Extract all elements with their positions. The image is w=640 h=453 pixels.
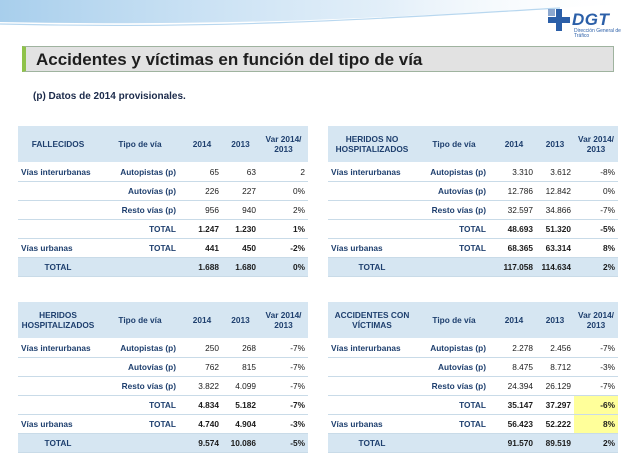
col-header: Var 2014/ 2013 [259,302,308,339]
col-header: Tipo de vía [98,126,182,163]
value-2014: 1.247 [182,220,222,239]
variation: -8% [574,163,618,182]
value-2013: 815 [222,358,259,377]
road-type: Resto vías (p) [98,377,182,396]
road-type: Autopistas (p) [416,339,492,358]
value-2014: 2.278 [492,339,536,358]
value-2013: 3.612 [536,163,574,182]
value-2013: 4.099 [222,377,259,396]
table-row [18,396,308,415]
table-heridos-hospitalizados [18,302,308,453]
table-row [328,239,618,258]
road-type: TOTAL [416,239,492,258]
value-2014: 9.574 [182,434,222,453]
row-label: Vías urbanas [18,239,98,258]
value-2013: 1.230 [222,220,259,239]
table-title: HERIDOS NO HOSPITALIZADOS [328,126,416,163]
value-2013: 63.314 [536,239,574,258]
row-label [18,201,98,220]
dgt-cross-icon [548,9,570,31]
road-type: Autovías (p) [98,358,182,377]
row-label: Vías interurbanas [18,163,98,182]
road-type: Autovías (p) [98,182,182,201]
value-2014: 956 [182,201,222,220]
row-label [328,377,416,396]
value-2014: 48.693 [492,220,536,239]
road-type: Resto vías (p) [416,201,492,220]
value-2014: 4.740 [182,415,222,434]
variation: -7% [259,339,308,358]
road-type: Resto vías (p) [416,377,492,396]
value-2013: 26.129 [536,377,574,396]
row-label: Vías interurbanas [328,339,416,358]
col-header: 2013 [536,126,574,163]
value-2013: 227 [222,182,259,201]
road-type: Resto vías (p) [98,201,182,220]
road-type: Autopistas (p) [98,339,182,358]
value-2013: 34.866 [536,201,574,220]
table-row [328,182,618,201]
value-2013: 52.222 [536,415,574,434]
row-label [18,396,98,415]
variation: 0% [574,182,618,201]
road-type: TOTAL [416,220,492,239]
variation: -7% [574,377,618,396]
variation: 2% [574,258,618,277]
value-2014: 56.423 [492,415,536,434]
col-header: Var 2014/ 2013 [574,302,618,339]
value-2013: 37.297 [536,396,574,415]
row-label: Vías interurbanas [328,163,416,182]
road-type: Autovías (p) [416,182,492,201]
value-2013: 4.904 [222,415,259,434]
value-2014: 91.570 [492,434,536,453]
variation: -5% [259,434,308,453]
table-row [18,201,308,220]
table-row [328,201,618,220]
value-2014: 32.597 [492,201,536,220]
variation: 8% [574,239,618,258]
page-title: Accidentes y víctimas en función del tipo de vía [36,50,423,69]
value-2013: 63 [222,163,259,182]
value-2013: 10.086 [222,434,259,453]
table-total-row [18,258,308,277]
road-type: Autopistas (p) [416,163,492,182]
row-label [328,358,416,377]
row-label: Vías interurbanas [18,339,98,358]
provisional-note: (p) Datos de 2014 provisionales. [33,91,186,102]
variation: -7% [259,358,308,377]
value-2013: 2.456 [536,339,574,358]
col-header: Tipo de vía [416,302,492,339]
row-label: TOTAL [18,434,98,453]
variation: 2 [259,163,308,182]
value-2014: 3.310 [492,163,536,182]
value-2014: 226 [182,182,222,201]
col-header: 2013 [222,126,259,163]
row-label: Vías urbanas [18,415,98,434]
road-type [416,258,492,277]
row-label: TOTAL [18,258,98,277]
value-2014: 68.365 [492,239,536,258]
value-2013: 12.842 [536,182,574,201]
road-type: TOTAL [98,415,182,434]
road-type: TOTAL [98,396,182,415]
value-2014: 4.834 [182,396,222,415]
row-label: Vías urbanas [328,415,416,434]
variation: 0% [259,182,308,201]
variation: 1% [259,220,308,239]
variation: -7% [574,339,618,358]
row-label: TOTAL [328,258,416,277]
row-label [328,220,416,239]
col-header: 2013 [222,302,259,339]
variation: 2% [574,434,618,453]
value-2013: 114.634 [536,258,574,277]
variation: -7% [259,377,308,396]
col-header: Tipo de vía [98,302,182,339]
table-row [328,396,618,415]
value-2014: 8.475 [492,358,536,377]
variation-highlighted: -6% [574,396,618,415]
value-2013: 5.182 [222,396,259,415]
road-type: TOTAL [98,239,182,258]
col-header: 2014 [492,126,536,163]
road-type: TOTAL [416,396,492,415]
table-row [18,182,308,201]
table-row [18,163,308,182]
value-2013: 89.519 [536,434,574,453]
value-2013: 8.712 [536,358,574,377]
variation-highlighted: 8% [574,415,618,434]
value-2013: 940 [222,201,259,220]
col-header: 2014 [182,126,222,163]
variation: 0% [259,258,308,277]
value-2014: 12.786 [492,182,536,201]
table-fallecidos [18,126,308,277]
table-title: FALLECIDOS [18,126,98,163]
row-label [18,182,98,201]
value-2014: 762 [182,358,222,377]
road-type: TOTAL [98,220,182,239]
value-2013: 450 [222,239,259,258]
header-wave-decoration [0,0,640,40]
value-2014: 3.822 [182,377,222,396]
road-type [98,434,182,453]
table-row [328,220,618,239]
value-2014: 250 [182,339,222,358]
col-header: Tipo de vía [416,126,492,163]
table-title: HERIDOS HOSPITALIZADOS [18,302,98,339]
table-row [328,415,618,434]
table-row [328,358,618,377]
variation: -7% [574,201,618,220]
col-header: 2014 [492,302,536,339]
row-label [18,220,98,239]
logo-subtitle: Dirección General de Tráfico [574,28,621,39]
value-2013: 51.320 [536,220,574,239]
logo-brand: DGT [572,10,610,29]
col-header: Var 2014/ 2013 [259,126,308,163]
row-label [18,377,98,396]
col-header: 2013 [536,302,574,339]
table-total-row [328,434,618,453]
road-type: Autovías (p) [416,358,492,377]
variation: -5% [574,220,618,239]
value-2013: 1.680 [222,258,259,277]
row-label [18,358,98,377]
value-2014: 24.394 [492,377,536,396]
row-label: TOTAL [328,434,416,453]
table-total-row [328,258,618,277]
road-type [98,258,182,277]
table-row [18,377,308,396]
variation: -2% [259,239,308,258]
value-2014: 65 [182,163,222,182]
table-row [328,377,618,396]
variation: -3% [574,358,618,377]
value-2014: 35.147 [492,396,536,415]
variation: 2% [259,201,308,220]
col-header: Var 2014/ 2013 [574,126,618,163]
variation: -7% [259,396,308,415]
value-2013: 268 [222,339,259,358]
table-heridos-no-hospitalizados [328,126,618,277]
table-row [18,415,308,434]
table-row [18,220,308,239]
title-bar [22,46,614,72]
row-label [328,201,416,220]
table-row [18,239,308,258]
table-row [18,358,308,377]
road-type [416,434,492,453]
table-row [328,163,618,182]
table-row [18,339,308,358]
road-type: TOTAL [416,415,492,434]
road-type: Autopistas (p) [98,163,182,182]
col-header: 2014 [182,302,222,339]
value-2014: 1.688 [182,258,222,277]
variation: -3% [259,415,308,434]
row-label [328,182,416,201]
table-accidentes-con-victimas [328,302,618,453]
value-2014: 441 [182,239,222,258]
table-row [328,339,618,358]
table-total-row [18,434,308,453]
row-label: Vías urbanas [328,239,416,258]
value-2014: 117.058 [492,258,536,277]
dgt-logo [548,7,636,43]
row-label [328,396,416,415]
table-title: ACCIDENTES CON VÍCTIMAS [328,302,416,339]
